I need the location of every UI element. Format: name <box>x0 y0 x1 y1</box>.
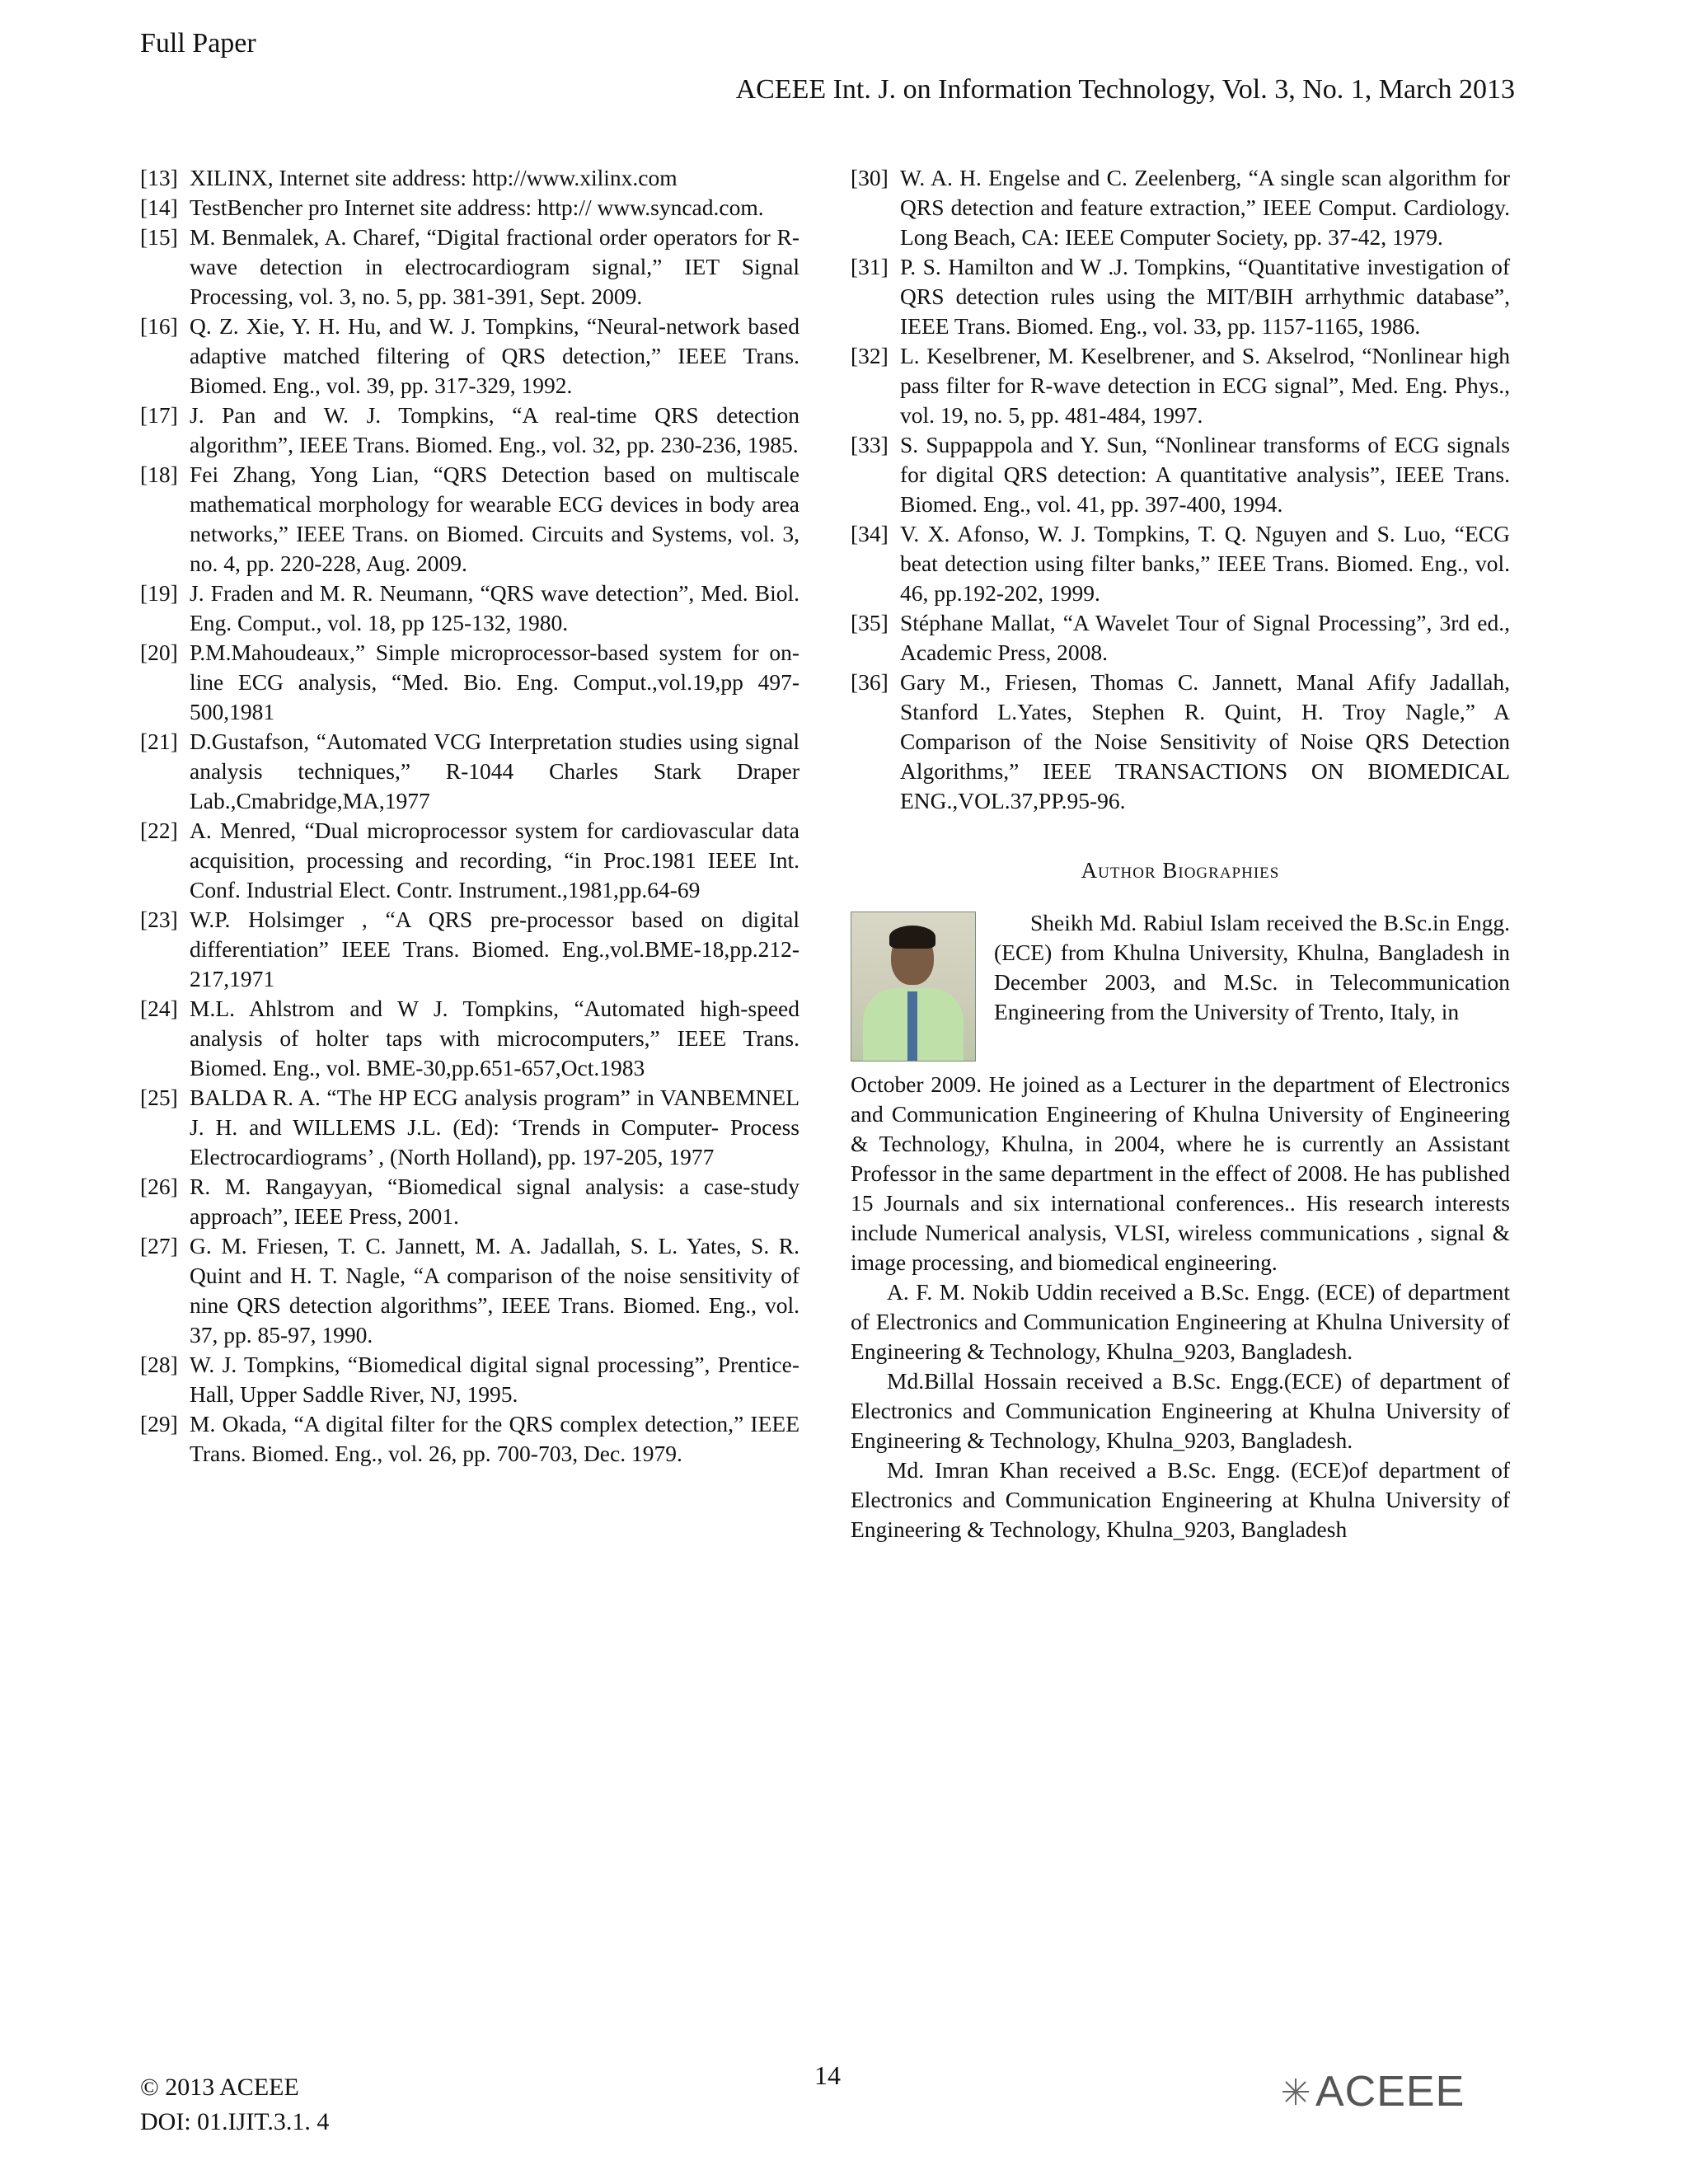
reference-number: [27] <box>140 1233 178 1258</box>
reference-item <box>851 252 1510 341</box>
reference-text: S. Suppappola and Y. Sun, “Nonlinear transforms of ECG signals for digital QRS detection: A quantitative analysis”, IEEE Trans. Biomed. Eng., vol. 41, pp. 397-400, 1994. <box>900 432 1510 517</box>
journal-section-label: Full Paper <box>140 28 256 59</box>
reference-text: P. S. Hamilton and W .J. Tompkins, “Quantitative investigation of QRS detection rules using the MIT/BIH arrhythmic database”, IEEE Trans. Biomed. Eng., vol. 33, pp. 1157-1165, 1986. <box>900 254 1510 339</box>
logo-text: ACEEE <box>1315 2068 1465 2116</box>
reference-item <box>851 341 1510 430</box>
author-bio-2: A. F. M. Nokib Uddin received a B.Sc. Engg. (ECE) of department of Electronics and Communication Engineering at Khulna University of Engineering & Technology, Khulna_9203, Bangladesh. <box>851 1279 1510 1364</box>
right-column <box>851 163 1510 1544</box>
reference-number: [14] <box>140 194 178 220</box>
reference-text: Fei Zhang, Yong Lian, “QRS Detection based on multiscale mathematical morphology for wearable ECG devices in body area networks,” IEEE Trans. on Biomed. Circuits and Systems, vol. 3, no. 4, pp. 220-228, Aug. 2009. <box>190 462 799 576</box>
reference-item <box>140 905 799 994</box>
reference-item <box>140 727 799 816</box>
author-bio-3: Md.Billal Hossain received a B.Sc. Engg.(ECE) of department of Electronics and Communication Engineering at Khulna University of Engineering & Technology, Khulna_9203, Bangladesh. <box>851 1368 1510 1453</box>
reference-text: Gary M., Friesen, Thomas C. Jannett, Manal Afify Jadallah, Stanford L.Yates, Stephen R. Quint, H. Troy Nagle,” A Comparison of the Noise Sensitivity of Noise QRS Detection Algorithms,” IEEE TRANSACTIONS ON BIOMEDICAL ENG.,VOL.37,PP.95-96. <box>900 669 1510 813</box>
reference-number: [22] <box>140 818 178 843</box>
reference-number: [16] <box>140 313 178 339</box>
reference-number: [20] <box>140 640 178 665</box>
reference-number: [17] <box>140 402 178 428</box>
reference-number: [13] <box>140 165 178 190</box>
reference-number: [30] <box>851 165 889 190</box>
aceee-logo <box>1279 2067 1512 2116</box>
reference-number: [19] <box>140 580 178 606</box>
reference-number: [35] <box>851 610 889 635</box>
reference-number: [29] <box>140 1411 178 1436</box>
reference-item <box>140 1231 799 1350</box>
author-biographies-title: Author Biographies <box>1081 858 1280 883</box>
reference-text: A. Menred, “Dual microprocessor system for cardiovascular data acquisition, processing and recording, “in Proc.1981 IEEE Int. Conf. Industrial Elect. Contr. Instrument.,1981,pp.64-69 <box>190 818 799 902</box>
doi-label: DOI: 01.IJIT.3.1. 4 <box>140 2108 330 2135</box>
reference-text: P.M.Mahoudeaux,” Simple microprocessor-based system for on-line ECG analysis, “Med. Bio. Eng. Comput.,vol.19,pp 497-500,1981 <box>190 640 799 724</box>
reference-number: [32] <box>851 343 889 368</box>
reference-text: M. Okada, “A digital filter for the QRS complex detection,” IEEE Trans. Biomed. Eng., vol. 26, pp. 700-703, Dec. 1979. <box>190 1411 799 1466</box>
star-logo-icon <box>1279 2075 1312 2108</box>
reference-item <box>140 1083 799 1172</box>
reference-number: [23] <box>140 907 178 932</box>
reference-text: J. Fraden and M. R. Neumann, “QRS wave detection”, Med. Biol. Eng. Comput., vol. 18, pp 125-132, 1980. <box>190 580 799 635</box>
reference-text: XILINX, Internet site address: http://www.xilinx.com <box>190 165 678 190</box>
reference-item <box>140 1409 799 1469</box>
reference-item <box>140 994 799 1083</box>
reference-text: Q. Z. Xie, Y. H. Hu, and W. J. Tompkins, “Neural-network based adaptive matched filtering of QRS detection,” IEEE Trans. Biomed. Eng., vol. 39, pp. 317-329, 1992. <box>190 313 799 398</box>
reference-item <box>851 430 1510 519</box>
reference-text: L. Keselbrener, M. Keselbrener, and S. Akselrod, “Nonlinear high pass filter for R-wave detection in ECG signal”, Med. Eng. Phys., vol. 19, no. 5, pp. 481-484, 1997. <box>900 343 1510 428</box>
reference-text: J. Pan and W. J. Tompkins, “A real-time QRS detection algorithm”, IEEE Trans. Biomed. Eng., vol. 32, pp. 230-236, 1985. <box>190 402 799 457</box>
reference-number: [15] <box>140 224 178 250</box>
reference-item <box>851 163 1510 252</box>
reference-number: [25] <box>140 1085 178 1110</box>
reference-item <box>851 519 1510 608</box>
reference-text: M.L. Ahlstrom and W J. Tompkins, “Automated high-speed analysis of holter taps with microcomputers,” IEEE Trans. Biomed. Eng., vol. BME-30,pp.651-657,Oct.1983 <box>190 996 799 1080</box>
reference-number: [31] <box>851 254 889 279</box>
reference-text: R. M. Rangayyan, “Biomedical signal analysis: a case-study approach”, IEEE Press, 2001. <box>190 1174 799 1229</box>
references-left-column <box>140 163 799 1469</box>
journal-running-header: ACEEE Int. J. on Information Technology, Vol. 3, No. 1, March 2013 <box>735 74 1515 105</box>
author-bio-4: Md. Imran Khan received a B.Sc. Engg. (ECE)of department of Electronics and Communication Engineering at Khulna University of Engineering & Technology, Khulna_9203, Bangladesh <box>851 1457 1510 1542</box>
author-bio-1 <box>851 908 1510 1070</box>
reference-text: W.P. Holsimger , “A QRS pre-processor based on digital differentiation” IEEE Trans. Biomed. Eng.,vol.BME-18,pp.212-217,1971 <box>190 907 799 991</box>
reference-item <box>140 460 799 579</box>
page-number: 14 <box>814 2060 841 2090</box>
reference-item <box>140 816 799 905</box>
reference-text: W. A. H. Engelse and C. Zeelenberg, “A single scan algorithm for QRS detection and feature extraction,” IEEE Comput. Cardiology. Long Beach, CA: IEEE Computer Society, pp. 37-42, 1979. <box>900 165 1510 250</box>
copyright-notice: © 2013 ACEEE <box>140 2074 299 2101</box>
reference-number: [24] <box>140 996 178 1021</box>
reference-item <box>140 223 799 312</box>
author-bio-1-wrap-text: Sheikh Md. Rabiul Islam received the B.Sc.in Engg. (ECE) from Khulna University, Khulna, Bangladesh in December 2003, and M.Sc. in Telecommunication Engineering from the University of Trento, Italy, in <box>994 910 1510 1024</box>
references-right-column <box>851 163 1510 816</box>
reference-item <box>140 638 799 727</box>
reference-text: D.Gustafson, “Automated VCG Interpretation studies using signal analysis techniques,” R-1044 Charles Stark Draper Lab.,Cmabridge,MA,1977 <box>190 729 799 813</box>
author-bio-1-text: October 2009. He joined as a Lecturer in the department of Electronics and Communication Engineering of Khulna University of Engineering & Technology, Khulna, in 2004, where he is currently an Assistant Professor in the same department in the effect of 2008. He has published 15 Journals and six international conferences.. His research interests include Numerical analysis, VLSI, wireless communications , signal & image processing, and biomedical engineering. <box>851 1071 1510 1275</box>
reference-text: V. X. Afonso, W. J. Tompkins, T. Q. Nguyen and S. Luo, “ECG beat detection using filter banks,” IEEE Trans. Biomed. Eng., vol. 46, pp.192-202, 1999. <box>900 521 1510 606</box>
reference-item <box>851 668 1510 816</box>
reference-text: TestBencher pro Internet site address: http:// www.syncad.com. <box>190 194 764 220</box>
author-photo <box>851 912 976 1062</box>
reference-text: W. J. Tompkins, “Biomedical digital signal processing”, Prentice-Hall, Upper Saddle River, NJ, 1995. <box>190 1352 799 1407</box>
reference-number: [18] <box>140 462 178 487</box>
reference-text: G. M. Friesen, T. C. Jannett, M. A. Jadallah, S. L. Yates, S. R. Quint and H. T. Nagle, “A comparison of the noise sensitivity of nine QRS detection algorithms”, IEEE Trans. Biomed. Eng., vol. 37, pp. 85-97, 1990. <box>190 1233 799 1347</box>
reference-text: BALDA R. A. “The HP ECG analysis program” in VANBEMNEL J. H. and WILLEMS J.L. (Ed): ‘Trends in Computer- Process Electrocardiograms’ , (North Holland), pp. 197-205, 1977 <box>190 1085 799 1169</box>
reference-item <box>140 579 799 638</box>
reference-item <box>140 1350 799 1409</box>
reference-number: [33] <box>851 432 889 457</box>
reference-item <box>851 608 1510 668</box>
reference-item <box>140 1172 799 1231</box>
reference-text: Stéphane Mallat, “A Wavelet Tour of Signal Processing”, 3rd ed., Academic Press, 2008. <box>900 610 1510 665</box>
reference-item <box>140 401 799 460</box>
reference-number: [21] <box>140 729 178 754</box>
reference-text: M. Benmalek, A. Charef, “Digital fractional order operators for R-wave detection in electrocardiogram signal,” IET Signal Processing, vol. 3, no. 5, pp. 381-391, Sept. 2009. <box>190 224 799 309</box>
reference-item <box>140 163 799 193</box>
reference-number: [28] <box>140 1352 178 1377</box>
reference-number: [26] <box>140 1174 178 1199</box>
reference-item <box>140 193 799 223</box>
reference-number: [34] <box>851 521 889 546</box>
reference-item <box>140 312 799 401</box>
reference-number: [36] <box>851 669 889 695</box>
footer-left <box>140 2070 329 2139</box>
